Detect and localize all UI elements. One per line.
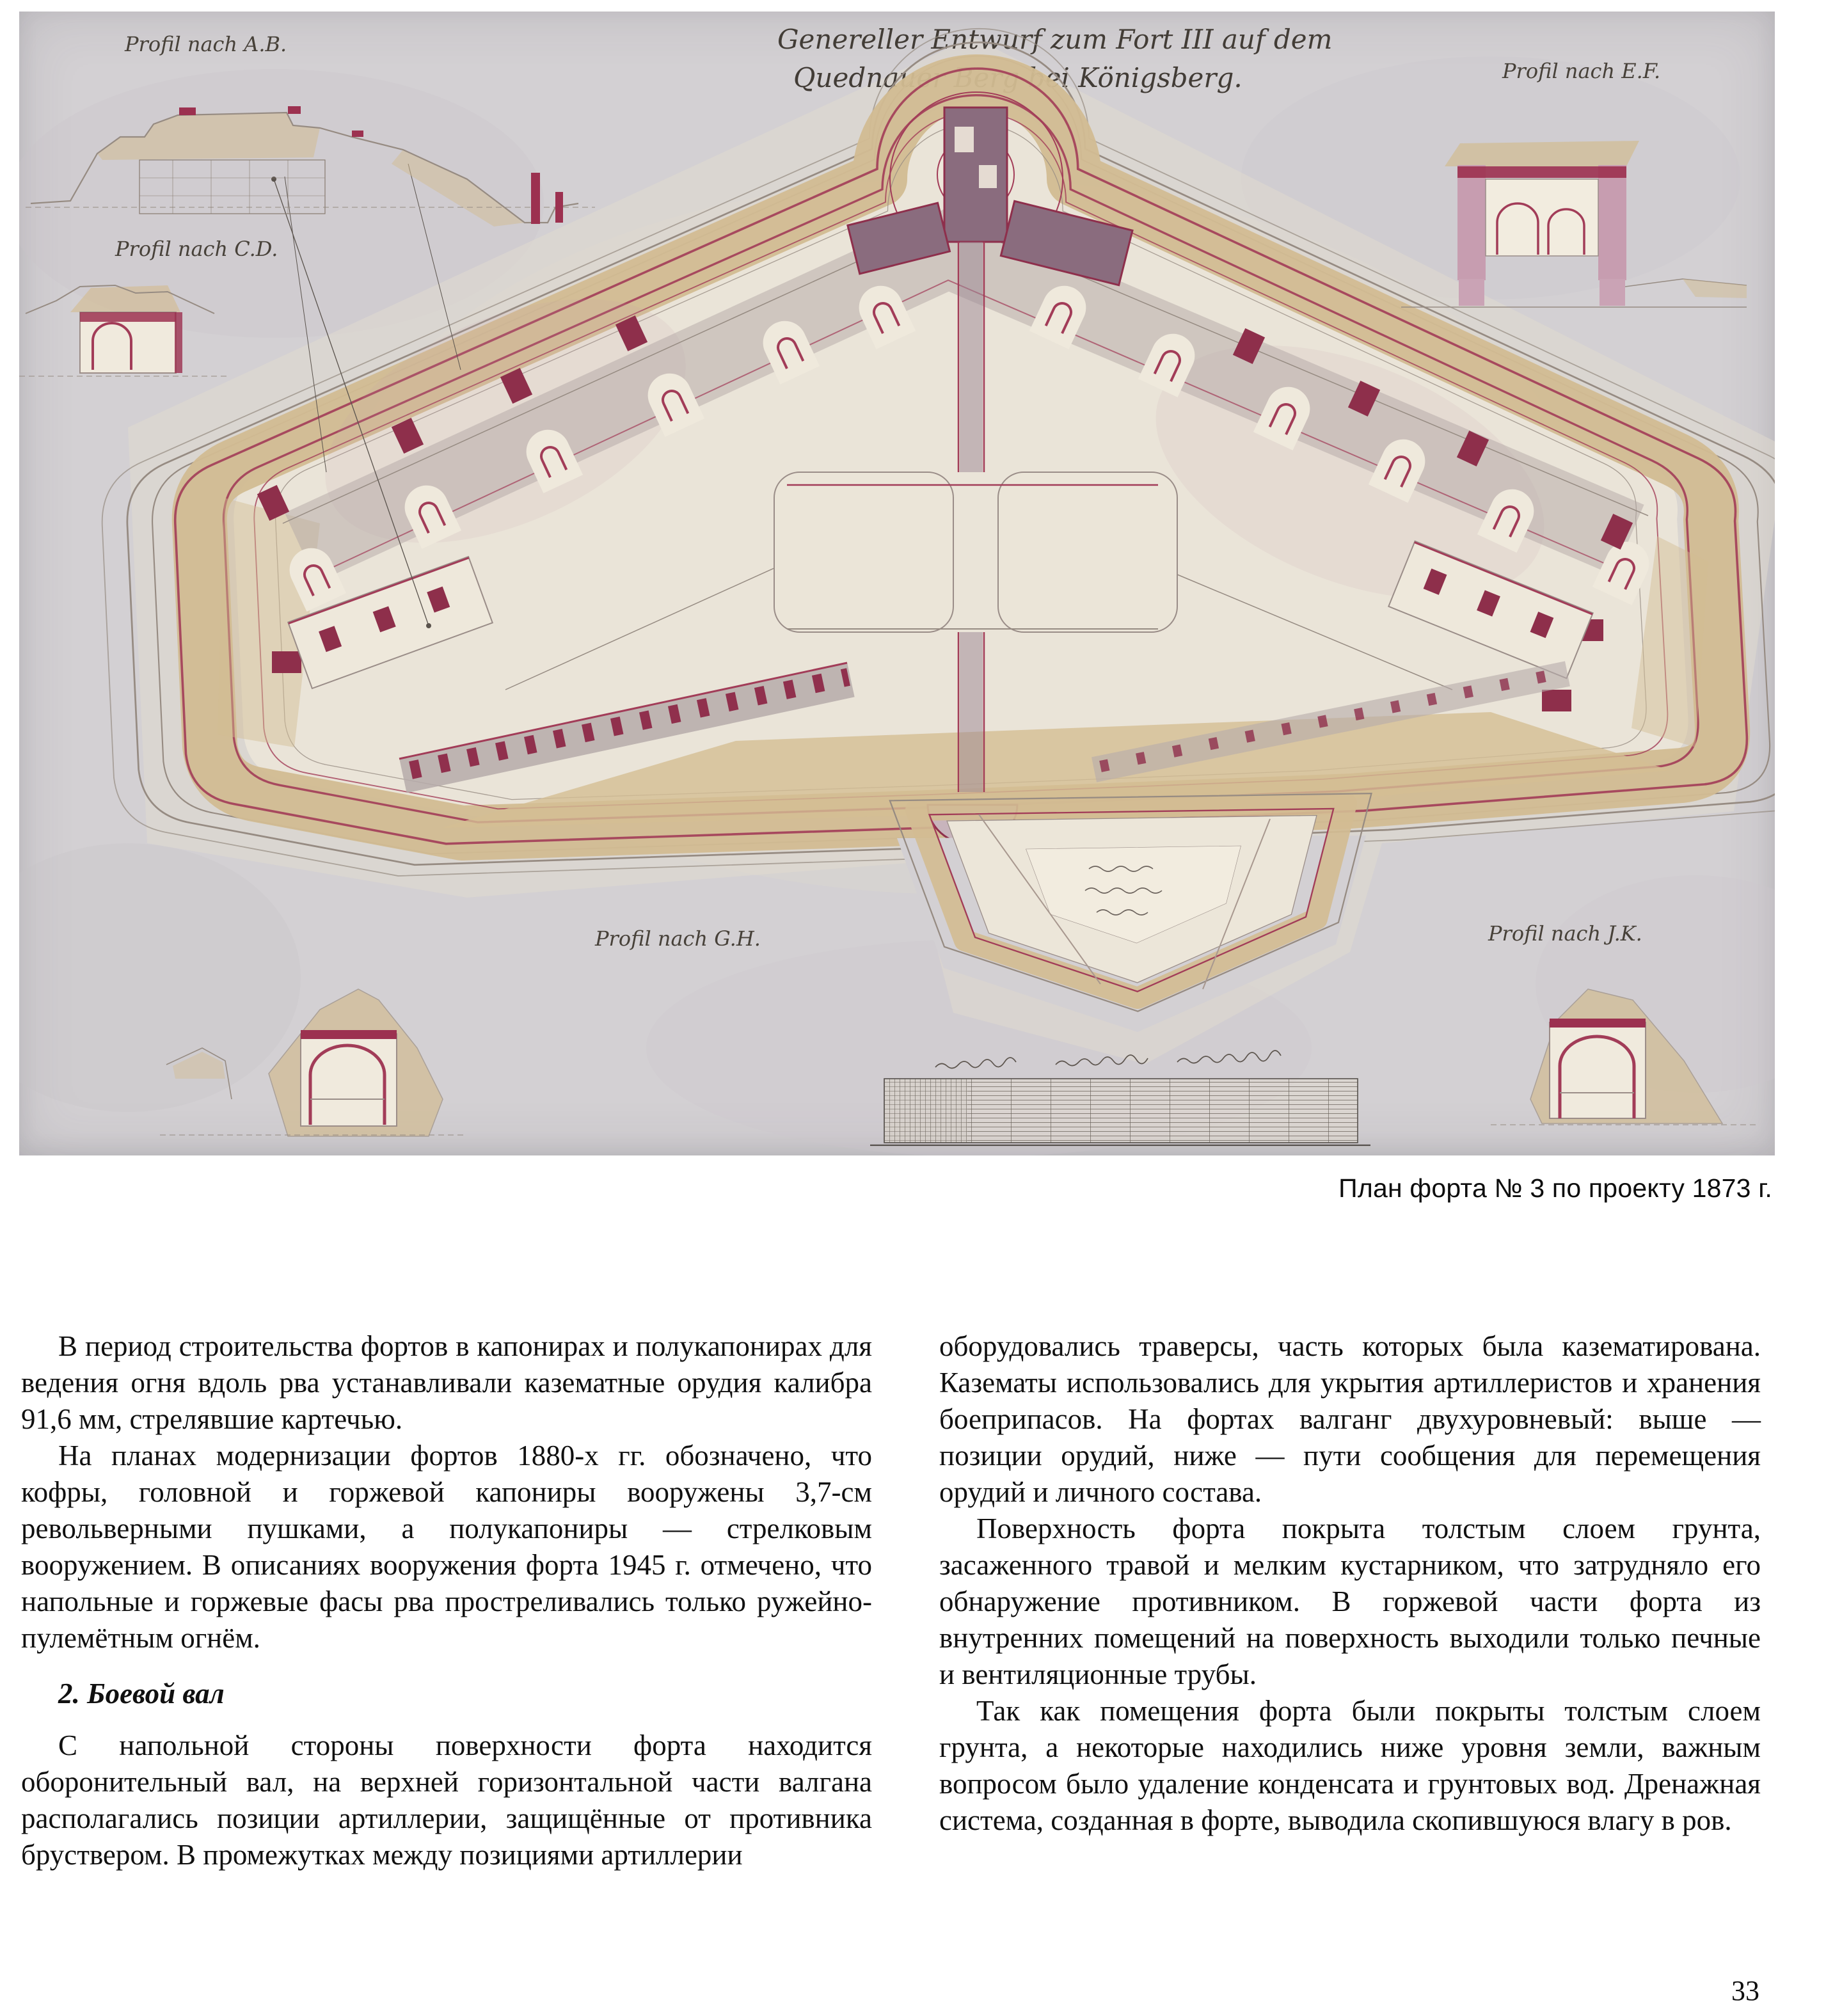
paragraph: оборудовались траверсы, часть которых была казематирована. Казематы использовались для укрытия артиллеристов и хранения боеприпасов. На фортах валганг двухуровневый: выше — позиции орудий, ниже — пути сообщения для перемещения орудий и личного состава. [939, 1330, 1761, 1508]
text-column-right [939, 1328, 1761, 1839]
profile-gh-label: Profil nach G.H. [595, 926, 761, 951]
profile-ab-label: Profil nach A.B. [125, 32, 287, 56]
plan-title-line2: Quednauer Berg bei Königsberg. [793, 62, 1242, 93]
fort-plan-drawing [19, 12, 1775, 1155]
paragraph: Так как помещения форта были покрыты толстым слоем грунта, а некоторые находились ниже уровня земли, важным вопросом было удаление конденсата и грунтовых вод. Дренажная система, созданная в форте, выводила скопившуюся влагу в ров. [939, 1695, 1761, 1836]
plan-title-line1: Genereller Entwurf zum Fort III auf dem [777, 24, 1333, 55]
section-heading: 2. Боевой вал [58, 1678, 225, 1710]
profile-ef-label: Profil nach E.F. [1502, 59, 1661, 83]
fort-plan-figure [19, 12, 1775, 1155]
profile-jk-label: Profil nach J.K. [1488, 921, 1642, 946]
paragraph: С напольной стороны поверхности форта находится оборонительный вал, на верхней горизонтальной части валгана располагались позиции артиллерии, защищённые от противника бруствером. В промежутках между позициями артиллерии [21, 1729, 872, 1871]
page-number: 33 [1731, 1975, 1759, 2006]
paragraph: На планах модернизации фортов 1880-х гг. обозначено, что кофры, головной и горжевой капониры вооружены 3,7-см револьверными пушками, а полукапониры — стрелковым вооружением. В описаниях вооружения форта 1945 г. отмечено, что напольные и горжевые фасы рва простреливались только ружейно-пулемётным огнём. [21, 1440, 872, 1654]
paragraph: Поверхность форта покрыта толстым слоем грунта, засаженного травой и мелким кустарником, что затрудняло его обнаружение противником. В горжевой части форта из внутренних помещений на поверхность выходили только печные и вентиляционные трубы. [939, 1512, 1761, 1690]
text-column-left [21, 1328, 872, 1873]
profile-cd-label: Profil nach C.D. [115, 237, 278, 261]
figure-caption: План форта № 3 по проекту 1873 г. [1338, 1173, 1772, 1203]
paragraph: В период строительства фортов в капонирах и полукапонирах для ведения огня вдоль рва устанавливали казематные орудия калибра 91,6 мм, стрелявшие картечью. [21, 1330, 872, 1435]
